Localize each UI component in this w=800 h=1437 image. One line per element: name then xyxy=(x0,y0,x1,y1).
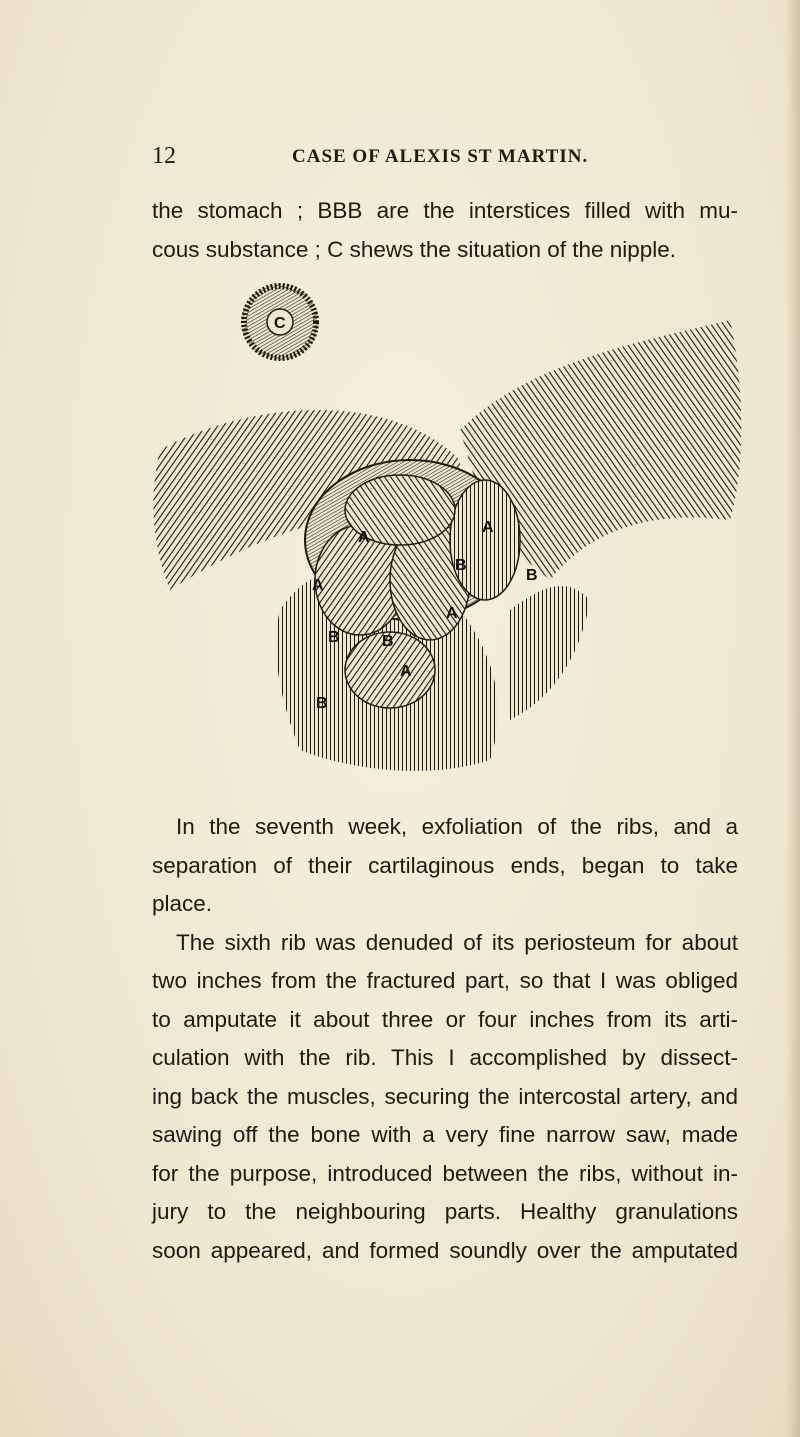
text-line: for the purpose, introduced between the ribs, without in- xyxy=(152,1160,738,1186)
label-b: B xyxy=(526,567,538,584)
right-lower-tissue xyxy=(510,586,590,720)
label-a: A xyxy=(446,605,458,622)
engraved-illustration xyxy=(130,280,750,800)
nipple-figure xyxy=(242,284,318,360)
label-b: B xyxy=(316,695,328,712)
label-c: C xyxy=(274,315,286,332)
label-a: A xyxy=(400,663,412,680)
text-line: ing back the muscles, securing the intercostal artery, and xyxy=(152,1083,738,1109)
text-line: separation of their cartilaginous ends, began to take xyxy=(152,852,738,878)
text-line: jury to the neighbouring parts. Healthy granulations xyxy=(152,1199,738,1224)
text-line: the stomach ; BBB are the interstices filled with mu- xyxy=(152,198,738,223)
text-line: soon appeared, and formed soundly over the amputated xyxy=(152,1237,738,1263)
label-b: B xyxy=(328,629,340,646)
text-line: In the seventh week, exfoliation of the ribs, and a xyxy=(176,814,738,839)
text-line: cous substance ; C shews the situation of the nipple. xyxy=(152,236,677,262)
label-a: A xyxy=(358,529,370,546)
figure-caption-text xyxy=(152,192,738,269)
text-line: The sixth rib was denuded of its periosteum for about xyxy=(176,929,738,955)
label-a: A xyxy=(312,577,324,594)
wound-illustration-svg xyxy=(130,280,750,800)
body-text xyxy=(152,808,738,1270)
page-edge-shadow xyxy=(786,0,800,1437)
label-a: A xyxy=(482,519,494,536)
text-line: to amputate it about three or four inches from its arti- xyxy=(152,1006,738,1032)
text-line: two inches from the fractured part, so that I was obliged xyxy=(152,968,738,993)
label-b: B xyxy=(455,557,467,574)
label-b: B xyxy=(382,633,394,650)
text-line: sawing off the bone with a very fine narrow saw, made xyxy=(152,1122,738,1147)
text-line: culation with the rib. This I accomplished by dissect- xyxy=(152,1045,738,1070)
page-number: 12 xyxy=(152,143,176,169)
running-title: CASE OF ALEXIS ST MARTIN. xyxy=(292,146,589,167)
page-header xyxy=(152,143,652,173)
text-line: place. xyxy=(152,891,213,916)
